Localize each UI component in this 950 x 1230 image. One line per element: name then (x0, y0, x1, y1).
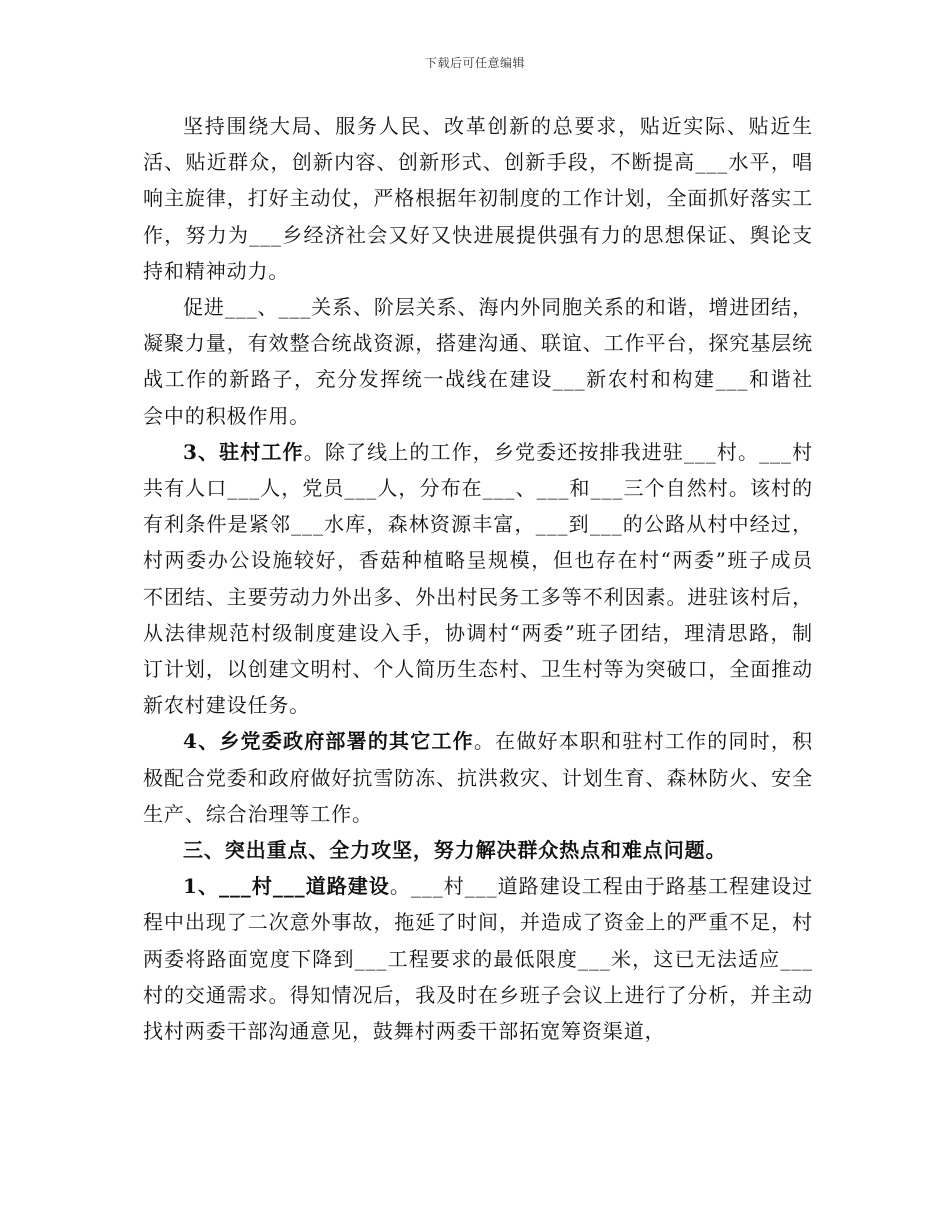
p1-text: 水平，唱响主旋律，打好主动仗，严格根据年初制度的工作计划，全面抓好落实工作，努力为 (143, 150, 813, 247)
p3-text: 和 (569, 476, 591, 501)
heading-number: 1、 (183, 874, 219, 899)
p3-text: 三个自然村。该村的有利条件是紧邻 (143, 476, 813, 537)
p4-text: 。在做好本职和驻村工作的同时，积极配合党委和政府做好抗雪防冻、抗洪救灾、计划生育、森林防火、安全生产、综合治理等工作。 (143, 729, 813, 826)
blank: ___ (354, 946, 388, 971)
blank: ___ (410, 874, 444, 899)
p3-text: 。除了线上的工作，乡党委还按排我进驻 (303, 439, 684, 464)
paragraph-2 (143, 289, 813, 434)
document-body (143, 108, 813, 1049)
blank: ___ (715, 367, 749, 392)
blank: ___ (780, 946, 814, 971)
p3-text: 到 (568, 512, 590, 537)
p6-text: 工程要求的最低限度 (387, 946, 579, 971)
paragraph-6 (143, 868, 813, 1049)
blank: ___ (249, 222, 282, 247)
blank: ___ (219, 874, 252, 899)
blank: ___ (464, 874, 498, 899)
p6-text: 村的交通需求。得知情况后，我及时在乡班子会议上进行了分析，并主动找村两委干部沟通意见，鼓舞村两委干部拓宽筹资渠道， (143, 982, 813, 1044)
p3-text: 人，党员 (260, 476, 345, 501)
blank: ___ (272, 874, 306, 899)
heading-text: 村 (251, 874, 273, 899)
blank: ___ (482, 476, 516, 501)
p3-text: 的公路从村中经过，村两委办公设施较好，香菇种植略呈规模，但也存在村“两委”班子成员不团结、主要劳动力外出多、外出村民务工多等不利因素。进驻该村后，从法律规范村级制度建设入手，协调村“两委”班子团结，理清思路，制订计划，以创建文明村、个人简历生态村、卫生村等为突破口，全面推动新农村建设任务。 (143, 512, 813, 718)
blank: ___ (759, 439, 792, 464)
blank: ___ (536, 476, 570, 501)
paragraph-4 (143, 723, 813, 832)
blank: ___ (344, 476, 378, 501)
blank: ___ (224, 295, 258, 320)
page-header: 下载后可任意编辑 (424, 56, 525, 70)
p3-text: 村共有人口 (143, 439, 813, 501)
paragraph-3 (143, 434, 813, 724)
blank: ___ (552, 367, 586, 392)
blank: ___ (695, 150, 729, 175)
p6-text: 村 (443, 874, 465, 899)
p2-text: 关系、阶层关系、海内外同胞关系的和谐，增进团结，凝聚力量，有效整合统战资源，搭建沟通、联谊、工作平台，探究基层统战工作的新路子，充分发挥统一战线在建设 (143, 295, 813, 392)
p3-text: 水库，森林资源丰富， (323, 512, 536, 537)
p2-text: 、 (257, 295, 279, 320)
blank: ___ (227, 476, 260, 501)
blank: ___ (578, 946, 611, 971)
p3-text: 、 (515, 476, 537, 501)
blank: ___ (278, 295, 312, 320)
heading-text: 道路建设 (305, 874, 390, 899)
blank: ___ (683, 439, 717, 464)
p3-text: 村。 (716, 439, 760, 464)
blank: ___ (535, 512, 569, 537)
p2-text: 新农村和构建 (585, 367, 716, 392)
p6-text: 。 (389, 874, 411, 899)
p3-text: 人，分布在 (377, 476, 483, 501)
blank: ___ (291, 512, 324, 537)
p2-text: 和谐社会中的积极作用。 (143, 367, 813, 428)
p6-text: 米，这已无法适应 (610, 946, 781, 971)
p2-text: 促进 (183, 295, 225, 320)
p1-text: 坚持围绕大局、服务人民、改革创新的总要求，贴近实际、贴近生活、贴近群众，创新内容、创新形式、创新手段，不断提高 (143, 114, 813, 175)
section-title-3: 三、突出重点、全力攻坚，努力解决群众热点和难点问题。 (183, 838, 727, 863)
blank: ___ (589, 512, 623, 537)
blank: ___ (590, 476, 624, 501)
section-heading: 4、乡党委政府部署的其它工作 (183, 729, 474, 754)
paragraph-1 (143, 108, 813, 289)
section-heading: 3、驻村工作 (183, 439, 304, 464)
p6-text: 道路建设工程由于路基工程建设过程中出现了二次意外事故，拖延了时间，并造成了资金上的严重不足，村两委将路面宽度下降到 (143, 874, 814, 971)
p1-text: 乡经济社会又好又快进展提供强有力的思想保证、舆论支持和精神动力。 (143, 222, 814, 283)
section-heading (183, 874, 390, 898)
